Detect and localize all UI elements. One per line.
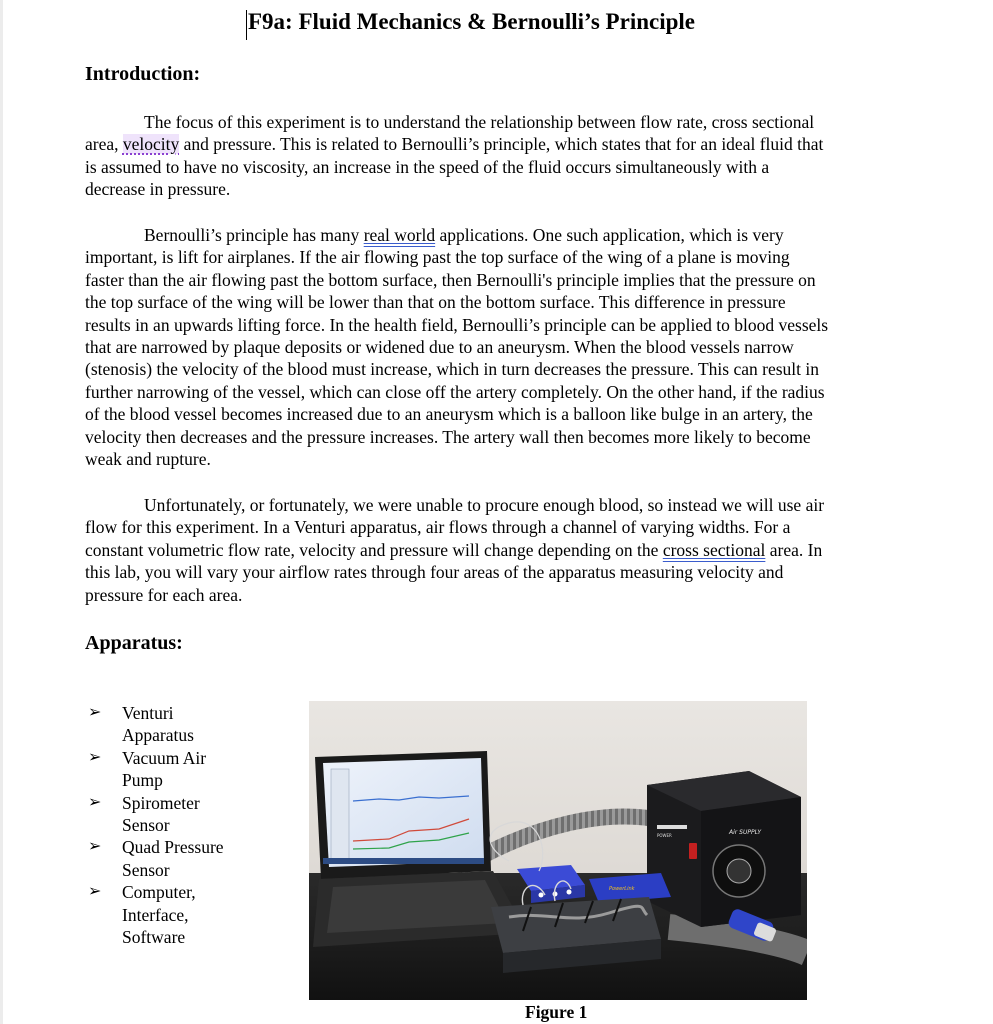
apparatus-heading[interactable]: Apparatus: xyxy=(85,632,183,654)
air-supply-label: Air SUPPLY xyxy=(729,829,762,836)
grammar-flag-cross-sectional[interactable]: cross sectional xyxy=(662,539,766,560)
arrow-bullet-icon: ➢ xyxy=(88,883,102,901)
text-cursor xyxy=(246,10,247,40)
text-line: faster than the air flowing past the bottom surface, then Bernoulli's principle implies that the pressure on xyxy=(85,269,816,290)
text-line: Bernoulli’s principle has many real world applications. One such application, which is very xyxy=(144,225,784,245)
arrow-bullet-icon: ➢ xyxy=(88,704,102,721)
text-line: results in an upwards lifting force. In the health field, Bernoulli’s principle can be applied to blood vessels xyxy=(85,314,829,335)
intro-paragraph-1[interactable] xyxy=(85,111,915,201)
list-item[interactable]: ➢ Vacuum Air Pump xyxy=(88,747,207,791)
text-line: constant volumetric flow rate, velocity and pressure will change depending on the cross sectional area. In xyxy=(85,539,823,560)
text-line: velocity then decreases and the pressure increases. The artery wall then becomes more likely to become xyxy=(85,426,811,447)
apparatus-photo[interactable] xyxy=(309,701,807,1000)
air-supply-unit xyxy=(647,771,801,927)
text-line: further narrowing of the vessel, which can close off the artery completely. On the other hand, if the radius xyxy=(85,381,825,402)
text-line: decrease in pressure. xyxy=(85,179,231,200)
text-line: pressure for each area. xyxy=(85,584,243,605)
text-line: important, is lift for airplanes. If the air flowing past the top surface of the wing of a plane is moving xyxy=(85,247,790,268)
text-line: The focus of this experiment is to understand the relationship between flow rate, cross sectional xyxy=(144,112,815,132)
introduction-heading[interactable]: Introduction: xyxy=(85,63,201,85)
list-item[interactable]: ➢ Venturi Apparatus xyxy=(88,703,194,746)
list-item[interactable]: ➢ Spirometer Sensor xyxy=(88,792,200,836)
text-line: of the blood vessel becomes increased due to an aneurysm which is a balloon like bulge in an artery, the xyxy=(85,404,813,425)
text-line: that are narrowed by plaque deposits or widened due to an aneurysm. When the blood vessels narrow xyxy=(85,337,794,358)
spelling-flag-velocity[interactable]: velocity xyxy=(122,134,180,155)
arrow-bullet-icon: ➢ xyxy=(88,793,102,811)
apparatus-list xyxy=(88,702,288,948)
text-line: (stenosis) the velocity of the blood must increase, which in turn decreases the pressure. This can result in xyxy=(85,359,819,380)
list-item[interactable]: ➢ Computer, Interface, Software xyxy=(88,882,196,948)
list-item[interactable]: ➢ Quad Pressure Sensor xyxy=(88,837,224,880)
arrow-bullet-icon: ➢ xyxy=(88,748,102,766)
power-label: POWER xyxy=(657,833,672,838)
figure-caption[interactable]: Figure 1 xyxy=(525,1002,588,1022)
grammar-flag-real-world[interactable]: real world xyxy=(363,225,436,245)
text-line: this lab, you will vary your airflow rates through four areas of the apparatus measuring velocity and xyxy=(85,562,784,583)
text-line: area, velocity and pressure. This is related to Bernoulli’s principle, which states that for an ideal fluid that xyxy=(85,134,824,155)
text-line: the top surface of the wing will be lower than that on the bottom surface. This difference in pressure xyxy=(85,292,786,313)
powerlink-label: PowerLink xyxy=(609,886,635,892)
text-line: Unfortunately, or fortunately, we were unable to procure enough blood, so instead we will use air xyxy=(144,495,825,515)
intro-paragraph-2[interactable] xyxy=(85,224,915,470)
intro-paragraph-3[interactable] xyxy=(85,494,915,606)
text-line: weak and rupture. xyxy=(85,449,211,470)
arrow-bullet-icon: ➢ xyxy=(88,838,102,856)
text-line: flow for this experiment. In a Venturi apparatus, air flows through a channel of varying widths. For a xyxy=(85,517,791,538)
text-line: is assumed to have no viscosity, an increase in the speed of the fluid occurs simultaneously with a xyxy=(85,156,770,177)
document-title[interactable]: F9a: Fluid Mechanics & Bernoulli’s Principle xyxy=(248,9,695,34)
page-edge xyxy=(0,0,3,1024)
